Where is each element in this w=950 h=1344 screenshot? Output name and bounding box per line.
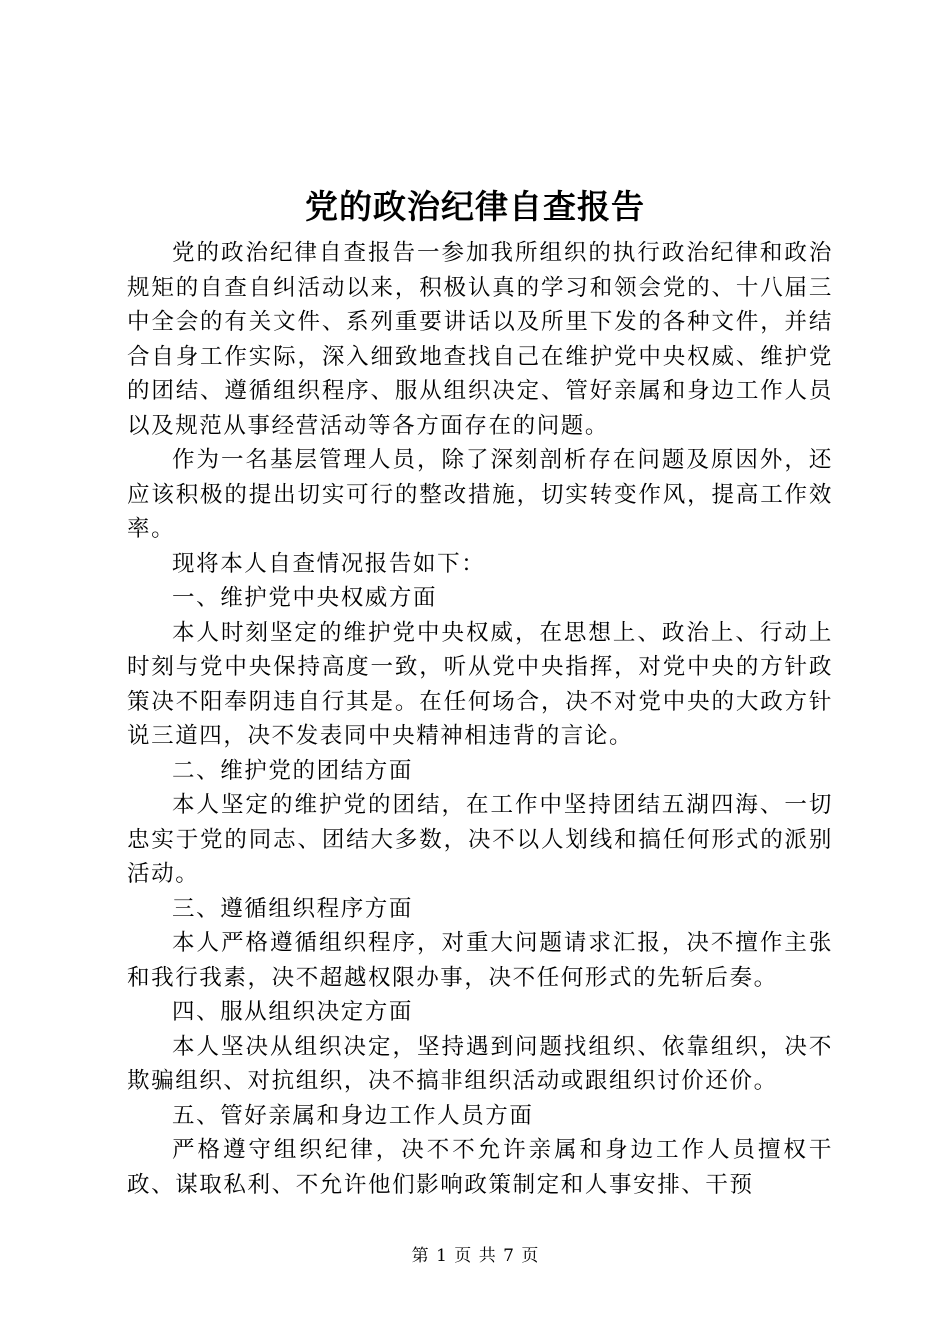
document-body (127, 236, 833, 1202)
paragraph-measures: 作为一名基层管理人员，除了深刻剖析存在问题及原因外，还应该积极的提出切实可行的整改措施，切实转变作风，提高工作效率。 (127, 447, 833, 542)
section-heading-4: 四、服从组织决定方面 (172, 999, 414, 1025)
section-body-2: 本人坚定的维护党的团结，在工作中坚持团结五湖四海、一切忠实于党的同志、团结大多数，决不以人划线和搞任何形式的派别活动。 (127, 792, 833, 887)
section-heading-2: 二、维护党的团结方面 (172, 757, 414, 784)
section-body-3: 本人严格遵循组织程序，对重大问题请求汇报，决不擅作主张和我行我素，决不超越权限办事，决不任何形式的先斩后奏。 (127, 930, 833, 991)
section-heading-5: 五、管好亲属和身边工作人员方面 (172, 1102, 534, 1129)
paragraph-report-lead: 现将本人自查情况报告如下： (172, 550, 486, 577)
section-body-4: 本人坚决从组织决定，坚持遇到问题找组织、依靠组织，决不欺骗组织、对抗组织，决不搞非组织活动或跟组织讨价还价。 (127, 1033, 833, 1094)
section-heading-1: 一、维护党中央权威方面 (172, 585, 438, 611)
document-title: 党的政治纪律自查报告 (305, 187, 645, 226)
section-heading-3: 三、遵循组织程序方面 (172, 895, 414, 922)
section-body-5: 严格遵守组织纪律，决不不允许亲属和身边工作人员擅权干政、谋取私利、不允许他们影响政策制定和人事安排、干预 (127, 1137, 833, 1198)
page-number-footer: 第 1 页 共 7 页 (411, 1246, 539, 1266)
paragraph-intro: 党的政治纪律自查报告一参加我所组织的执行政治纪律和政治规矩的自查自纠活动以来，积极认真的学习和领会党的、十八届三中全会的有关文件、系列重要讲话以及所里下发的各种文件，并结合自身工作实际，深入细致地查找自己在维护党中央权威、维护党的团结、遵循组织程序、服从组织决定、管好亲属和身边工作人员以及规范从事经营活动等各方面存在的问题。 (127, 240, 833, 439)
section-body-1: 本人时刻坚定的维护党中央权威，在思想上、政治上、行动上时刻与党中央保持高度一致，听从党中央指挥，对党中央的方针政策决不阳奉阴违自行其是。在任何场合，决不对党中央的大政方针说三道四，决不发表同中央精神相违背的言论。 (127, 619, 833, 749)
